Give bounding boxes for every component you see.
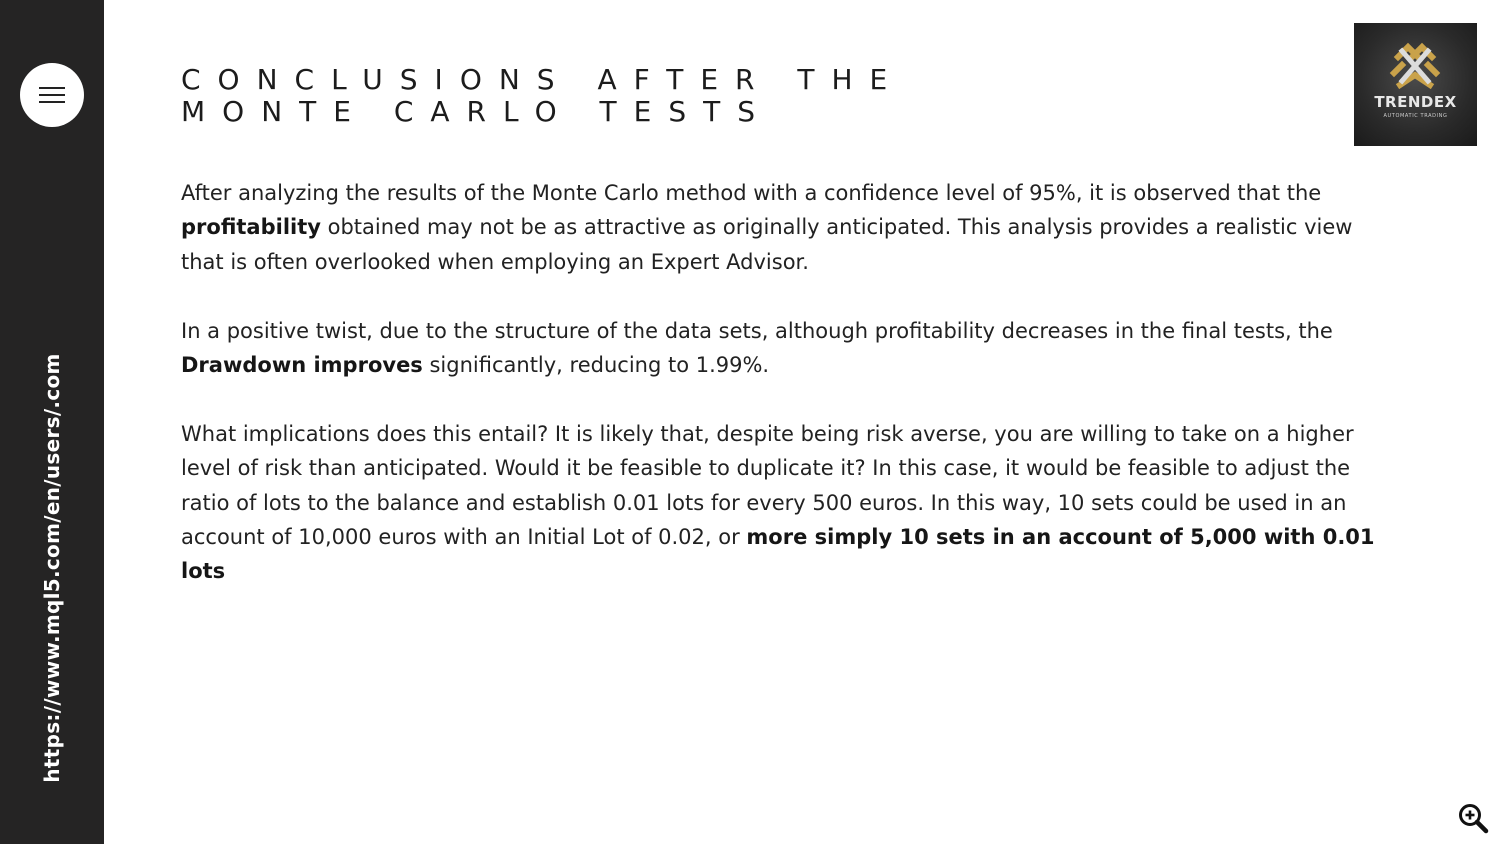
paragraph-1-text-c: obtained may not be as attractive as originally anticipated. This analysis provides a realistic view that is often overlooked when employing an Expert Advisor. [181,215,1353,274]
paragraph-3-text-a: What implications does this entail? It is likely that, despite being risk averse, you are willing to take on a higher level of risk than anticipated. Would it be feasible to duplicate it? In this case, it would be feasible to adjust the ratio of lots to the balance and establish 0.01 lots for every 500 euros. In this way, 10 sets could be used in an account of 10,000 euros with an Initial Lot of 0.02, or [181,421,1354,550]
trendex-logo-mark-icon [1354,23,1477,146]
paragraph-1 [181,176,1401,279]
logo-tagline: AUTOMATIC TRADING [1383,113,1448,119]
paragraph-1-bold: profitability [181,215,321,240]
body-text [181,176,1401,623]
hamburger-menu-icon [38,84,66,106]
page-title [181,64,904,128]
paragraph-3 [181,417,1401,589]
paragraph-2-text-c: significantly, reducing to 1.99%. [422,353,770,378]
trendex-logo [1354,23,1477,146]
paragraph-2 [181,314,1401,383]
menu-button[interactable] [20,63,84,127]
title-line-2: MONTE CARLO TESTS [181,95,772,128]
sidebar-url-link[interactable]: https://www.mql5.com/en/users/.com [40,353,64,783]
paragraph-2-text-a: In a positive twist, due to the structure of the data sets, although profitability decreases in the final tests, the [181,318,1333,343]
paragraph-2-bold: Drawdown improves [181,353,423,378]
sidebar [0,0,104,844]
logo-name: TRENDEX [1374,93,1457,111]
paragraph-3-bold: more simply 10 sets in an account of 5,000 with 0.01 lots [181,525,1375,584]
zoom-in-icon [1457,802,1489,834]
title-line-1: CONCLUSIONS AFTER THE [181,63,905,96]
zoom-button[interactable] [1457,802,1489,834]
paragraph-1-text-a: After analyzing the results of the Monte Carlo method with a confidence level of 95%, it is observed that the [181,181,1322,205]
